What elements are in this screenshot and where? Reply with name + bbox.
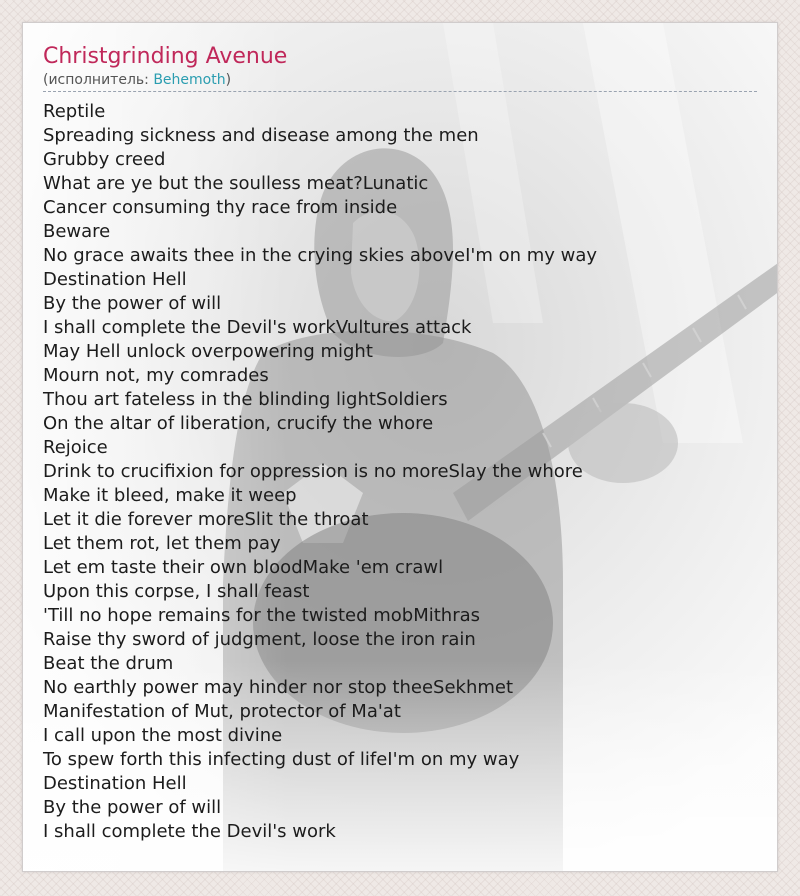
lyric-line: May Hell unlock overpowering might [43, 341, 373, 362]
lyric-line: Cancer consuming thy race from inside [43, 197, 398, 218]
lyric-line: 'Till no hope remains for the twisted mobMithras [43, 605, 481, 626]
lyric-line: To spew forth this infecting dust of lifeI'm on my way [43, 749, 520, 770]
lyrics-list [43, 100, 757, 844]
lyric-line: I call upon the most divine [43, 725, 283, 746]
lyric-line: Beat the drum [43, 653, 174, 674]
lyrics-card [22, 22, 778, 872]
lyric-line: Destination Hell [43, 773, 187, 794]
artist-link[interactable]: Behemoth [153, 72, 226, 88]
lyric-line: Spreading sickness and disease among the men [43, 125, 479, 146]
lyric-line: Upon this corpse, I shall feast [43, 581, 310, 602]
artist-line [43, 71, 757, 92]
lyric-line: I shall complete the Devil's workVultures attack [43, 317, 472, 338]
lyric-line: Let it die forever moreSlit the throat [43, 509, 369, 530]
lyric-line: Reptile [43, 101, 106, 122]
lyric-line: By the power of will [43, 797, 222, 818]
lyric-line: No earthly power may hinder nor stop theeSekhmet [43, 677, 514, 698]
lyric-line: Thou art fateless in the blinding lightSoldiers [43, 389, 448, 410]
lyric-line: What are ye but the soulless meat?Lunatic [43, 173, 429, 194]
lyric-line: Rejoice [43, 437, 108, 458]
lyric-line: Drink to crucifixion for oppression is no moreSlay the whore [43, 461, 583, 482]
lyric-line: Make it bleed, make it weep [43, 485, 297, 506]
lyric-line: Manifestation of Mut, protector of Ma'at [43, 701, 401, 722]
lyric-line: Let them rot, let them pay [43, 533, 281, 554]
lyric-line: I shall complete the Devil's work [43, 821, 336, 842]
lyric-line: Destination Hell [43, 269, 187, 290]
lyric-line: Grubby creed [43, 149, 166, 170]
song-title: Christgrinding Avenue [43, 44, 288, 69]
lyrics-content [23, 23, 777, 844]
artist-suffix: ) [225, 72, 232, 88]
artist-prefix: (исполнитель: [43, 72, 154, 88]
lyric-line: No grace awaits thee in the crying skies aboveI'm on my way [43, 245, 598, 266]
lyric-line: On the altar of liberation, crucify the whore [43, 413, 434, 434]
lyric-line: By the power of will [43, 293, 222, 314]
lyric-line: Mourn not, my comrades [43, 365, 269, 386]
lyric-line: Beware [43, 221, 111, 242]
lyric-line: Let em taste their own bloodMake 'em crawl [43, 557, 444, 578]
lyric-line: Raise thy sword of judgment, loose the iron rain [43, 629, 476, 650]
